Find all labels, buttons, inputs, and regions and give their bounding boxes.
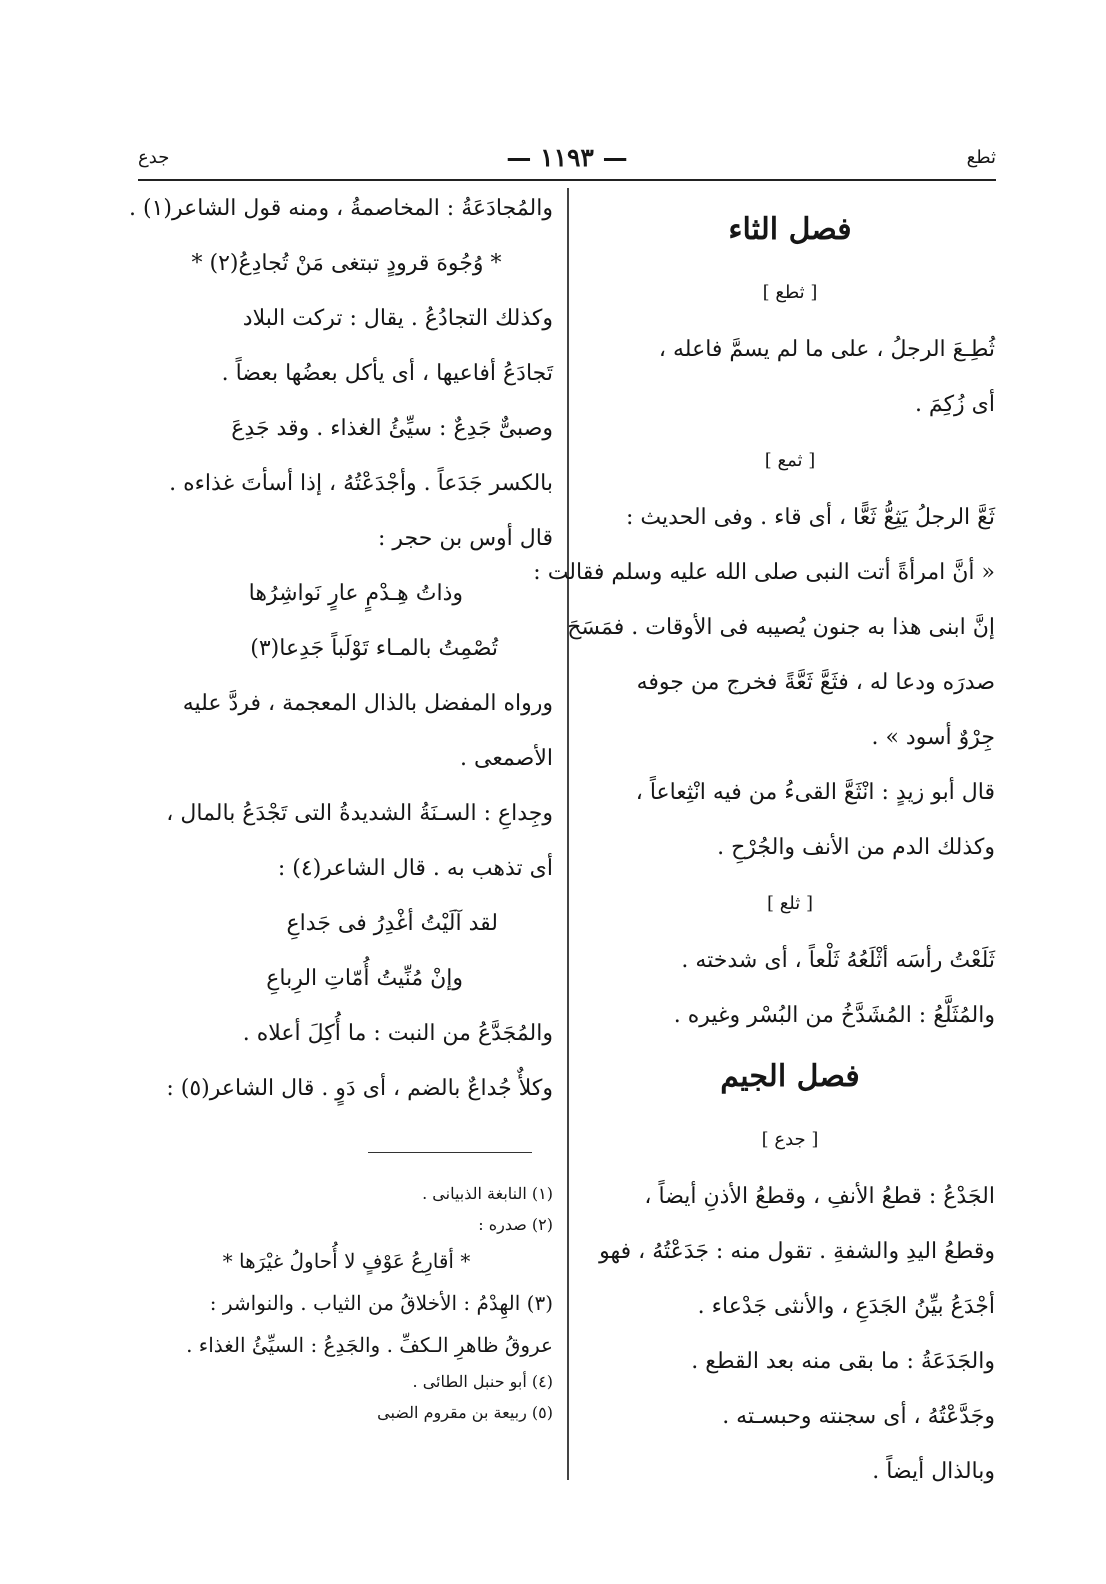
footnote: (١) النابغة الذبيانى . <box>422 1184 553 1203</box>
column-divider <box>567 188 569 1480</box>
text-line: وجِداعِ : السـنَةُ الشديدةُ التى تَجْدَعُ بالمال ، <box>166 801 553 826</box>
left-column <box>129 181 553 1116</box>
text-line: وصبىٌّ جَدِعٌ : سيِّئُ الغذاء . وقد جَدِعَ <box>231 416 553 441</box>
footnote: (٥) ربيعة بن مقروم الضبى <box>377 1403 553 1422</box>
text-line: صدرَه ودعا له ، فثَعَّ ثَعَّةً فخرج من جوفه <box>636 670 995 695</box>
footnote-rule <box>368 1152 532 1153</box>
page-number: — ١١٩٣ — <box>506 142 628 172</box>
text-line: « أنَّ امرأةً أتت النبى صلى الله عليه وسلم فقالت : <box>533 560 995 585</box>
right-column <box>533 196 995 1499</box>
text-line: بالكسر جَدَعاً . وأجْدَعْتُهُ ، إذا أسأتَ غذاءه . <box>169 471 553 496</box>
text-line: وجَدَّعْتُهُ ، أى سجنته وحبسـته . <box>722 1404 995 1429</box>
text-line: قال أبو زيدٍ : انْثَعَّ القىءُ من فيه انْثِعاعاً ، <box>635 780 995 805</box>
text-line: وبالذال أيضاً . <box>872 1459 995 1484</box>
text-line: والمُجَدَّعُ من النبت : ما أُكِلَ أعلاه . <box>242 1021 553 1046</box>
text-line: تَجادَعُ أفاعيها ، أى يأكل بعضُها بعضاً . <box>221 361 553 386</box>
footnote: (٤) أبو حنبل الطائى . <box>412 1372 553 1391</box>
text-line: وكذلك التجادُعُ . يقال : تركت البلاد <box>242 306 553 331</box>
header-right-keyword: ثطع <box>966 146 996 168</box>
entry-heading-thaa: [ ثمع ] <box>764 450 816 471</box>
text-line: والمُثَلَّعُ : المُشَدَّخُ من البُسْر وغيره . <box>673 1003 995 1028</box>
text-line: ورواه المفضل بالذال المعجمة ، فردَّ عليه <box>182 691 553 716</box>
footnotes <box>140 1178 553 1428</box>
text-line: وقطعُ اليدِ والشفةِ . تقول منه : جَدَعْتُهُ ، فهو <box>599 1239 995 1264</box>
text-line: الجَدْعُ : قطعُ الأنفِ ، وقطعُ الأذنِ أيضاً ، <box>644 1184 995 1209</box>
text-line: وكذلك الدم من الأنف والجُرْحِ . <box>717 835 995 860</box>
footnote: (٢) صدره : <box>478 1215 553 1234</box>
text-line: قال أوس بن حجر : <box>378 526 553 551</box>
entry-heading-jadaa: [ جدع ] <box>761 1129 819 1150</box>
text-line: أى زُكِمَ . <box>914 392 995 417</box>
poem-line: تُصْمِتُ بالمـاء تَوْلَباً جَدِعا(٣) <box>250 636 498 661</box>
entry-heading-thala: [ ثلع ] <box>766 893 814 914</box>
entry-heading-thata: [ ثطع ] <box>762 282 818 303</box>
footnote: عروقُ ظاهرِ الـكفِّ . والجَدِعُ : السيِّئُ الغذاء . <box>186 1333 553 1357</box>
text-line: وكلأٌ جُداعٌ بالضم ، أى دَوٍ . قال الشاعر(٥) : <box>166 1076 553 1101</box>
text-line: ثَلَعْتُ رأسَه أثْلَعُهُ ثَلْعاً ، أى شدخته . <box>681 948 995 973</box>
header-left-keyword: جدع <box>138 146 170 168</box>
text-line: والجَدَعَةُ : ما بقى منه بعد القطع . <box>691 1349 995 1374</box>
section-title-thaa: فصل الثاء <box>728 212 852 247</box>
text-line: جِرْوٌ أسود » . <box>871 725 995 750</box>
poem-line: وذاتُ هِـدْمٍ عارٍ نَواشِرُها <box>248 581 463 606</box>
text-line: أجْدَعُ بيِّنُ الجَدَعِ ، والأنثى جَدْعاء . <box>697 1294 995 1319</box>
text-line: ثَعَّ الرجلُ يَثِعُّ ثَعًّا ، أى قاء . وفى الحديث : <box>625 505 995 530</box>
footnote: (٣) الهِدْمُ : الأخلاقُ من الثياب . والنواشر : <box>209 1291 553 1315</box>
text-line: الأصمعى . <box>460 746 553 771</box>
section-title-jeem: فصل الجيم <box>720 1059 860 1094</box>
poem-line: لقد آلَيْتُ أغْدِرُ فى جَداعِ <box>286 911 498 936</box>
page-header <box>138 135 996 181</box>
text-line: أى تذهب به . قال الشاعر(٤) : <box>277 856 553 881</box>
text-line: ثُطِـعَ الرجلُ ، على ما لم يسمَّ فاعله ، <box>658 337 995 362</box>
footnote-verse: * أقارِعُ عَوْفٍ لا أُحاولُ غيْرَها * <box>222 1249 471 1273</box>
poem-line: وإنْ مُنِّيتُ أُمّاتِ الرِباعِ <box>266 966 463 991</box>
verse-line: * وُجُوهَ قرودٍ تبتغى مَنْ تُجادِعُ(٢) * <box>191 251 502 276</box>
text-line: والمُجادَعَةُ : المخاصمةُ ، ومنه قول الشاعر(١) . <box>129 196 553 221</box>
text-line: إنَّ ابنى هذا به جنون يُصيبه فى الأوقات . فمَسَحَ <box>567 615 995 640</box>
